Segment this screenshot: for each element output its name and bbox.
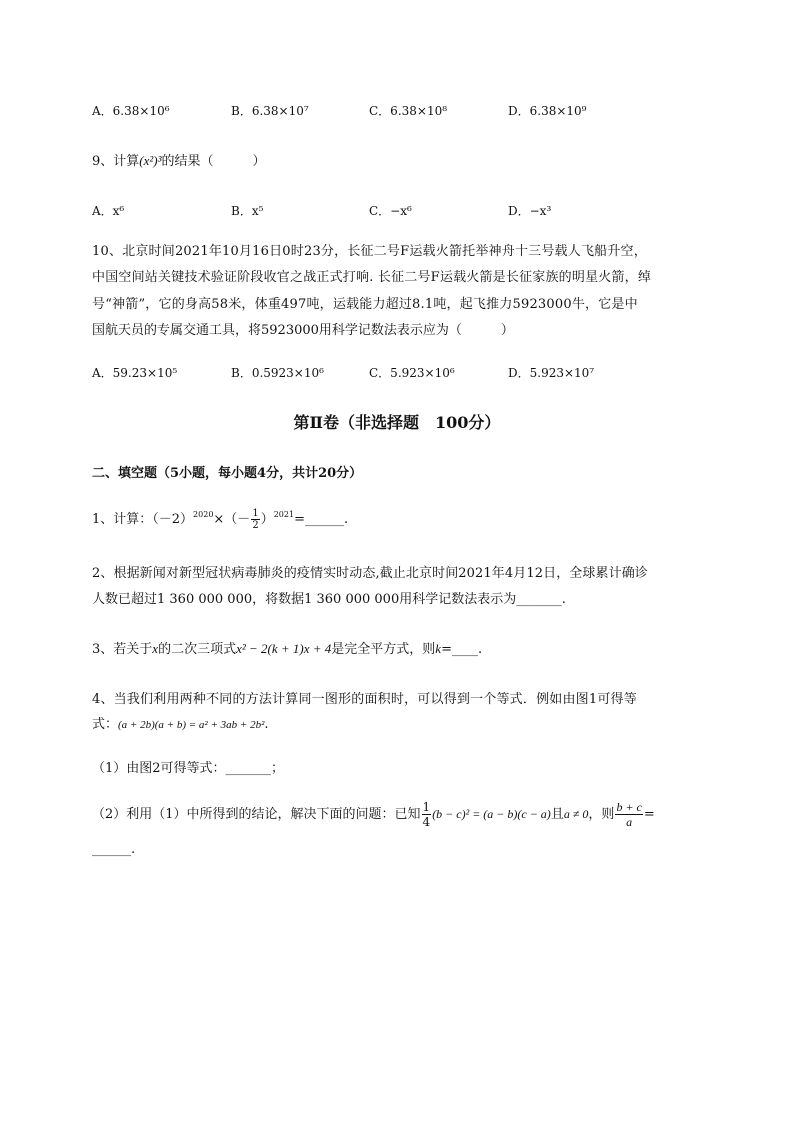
f4-sub2-then: ，则 — [588, 807, 615, 822]
f1-fraction-numerator: 1 — [252, 508, 259, 519]
q9-prefix: 9、计算 — [92, 154, 140, 169]
q10-line-2: 中国空间站关键技术验证阶段收官之战正式打响. 长征二号F运载火箭是长征家族的明星火箭，绰 — [92, 270, 652, 285]
f4-sub2-expression: (b − c)² = (a − b)(c − a) — [432, 807, 551, 821]
fill-question-1 — [92, 508, 348, 531]
q10-option-b: B．0.5923×10⁶ — [231, 366, 324, 380]
f4-sub2-fraction-denominator: 4 — [422, 815, 431, 829]
f3-suffix: =____. — [441, 642, 483, 657]
f3-mid2: 是完全平方式，则 — [331, 642, 436, 657]
f4-line2-suffix: . — [264, 717, 269, 732]
q9-stem — [92, 150, 266, 169]
f3-prefix: 3、若关于 — [92, 642, 153, 657]
f1-exponent-1: 2020 — [193, 510, 214, 519]
f1-fraction — [251, 508, 259, 531]
fill-question-4-line-2 — [92, 713, 269, 732]
q9-suffix: 的结果（ ） — [161, 154, 266, 169]
q8-option-d: D．6.38×10⁹ — [508, 104, 587, 118]
f1-times: ×（－ — [213, 512, 251, 527]
q10-option-c: C．5.923×10⁶ — [369, 366, 455, 380]
q10-option-a: A．59.23×10⁵ — [92, 366, 178, 380]
f3-var-k: k — [435, 641, 442, 656]
f1-close: ） — [260, 512, 274, 527]
f1-suffix: =______. — [294, 512, 349, 527]
fill-question-4-line-1: 4、当我们利用两种不同的方法计算同一图形的面积时，可以得到一个等式．例如由图1可得等 — [92, 692, 637, 707]
q8-option-c: C．6.38×10⁸ — [369, 104, 448, 118]
q10-line-3: 号“神箭”，它的身高58米，体重497吨，运载能力超过8.1吨，起飞推力5923000牛，它是中 — [92, 297, 638, 312]
q9-option-a: A．x⁶ — [92, 204, 125, 218]
f4-sub2-equals: = — [643, 807, 655, 822]
q9-option-b: B．x⁵ — [231, 204, 264, 218]
q9-option-d: D．−x³ — [508, 204, 552, 218]
q10-option-d: D．5.923×10⁷ — [508, 366, 595, 380]
part-title: 二、填空题（5小题，每小题4分，共计20分） — [92, 466, 363, 481]
fill-question-4-sub-1: （1）由图2可得等式：_______； — [92, 761, 285, 776]
q9-expression: (x²)³ — [139, 153, 162, 168]
fill-question-4-sub-2 — [92, 800, 655, 829]
fill-question-2-line-1: 2、根据新闻对新型冠状病毒肺炎的疫情实时动态,截止北京时间2021年4月12日，全球累计确诊 — [92, 566, 648, 581]
f1-prefix: 1、计算：（－2） — [92, 512, 194, 527]
f4-sub2-prefix: （2）利用（1）中所得到的结论，解决下面的问题：已知 — [92, 807, 421, 822]
q10-line-1: 10、北京时间2021年10月16日0时23分，长征二号F运载火箭托举神舟十三号载人飞船升空， — [92, 244, 647, 259]
fill-question-2-line-2: 人数已超过1 360 000 000，将数据1 360 000 000用科学记数法表示为_______. — [92, 592, 566, 607]
f4-sub2-result-fraction — [615, 800, 642, 829]
q8-option-b: B．6.38×10⁷ — [231, 104, 309, 118]
f4-sub2-cond: 且 — [550, 807, 564, 822]
q8-option-a: A．6.38×10⁶ — [92, 104, 170, 118]
f4-sub2-result-numerator: b + c — [616, 800, 642, 814]
f4-sub2-fraction-numerator: 1 — [422, 800, 431, 814]
f3-mid: 的二次三项式 — [158, 642, 237, 657]
f3-expression: x² − 2(k + 1)x + 4 — [236, 641, 332, 656]
f4-line2-prefix: 式： — [92, 717, 119, 732]
f1-fraction-denominator: 2 — [252, 520, 259, 531]
f1-exponent-2: 2021 — [273, 510, 295, 519]
fill-question-3 — [92, 638, 482, 657]
f4-sub2-fraction — [422, 800, 432, 829]
f4-example-identity: (a + 2b)(a + b) = a² + 3ab + 2b² — [118, 719, 265, 731]
f3-var-x: x — [152, 641, 159, 656]
fill-question-4-sub-2-blank: ______. — [92, 842, 136, 857]
q9-option-c: C．−x⁶ — [369, 204, 412, 218]
q10-line-4: 国航天员的专属交通工具，将5923000用科学记数法表示应为（ ） — [92, 323, 514, 338]
f4-sub2-cond-expression: a ≠ 0 — [563, 807, 589, 821]
f4-sub2-result-denominator: a — [626, 815, 633, 829]
section-title: 第Ⅱ卷（非选择题 100分） — [293, 413, 501, 432]
